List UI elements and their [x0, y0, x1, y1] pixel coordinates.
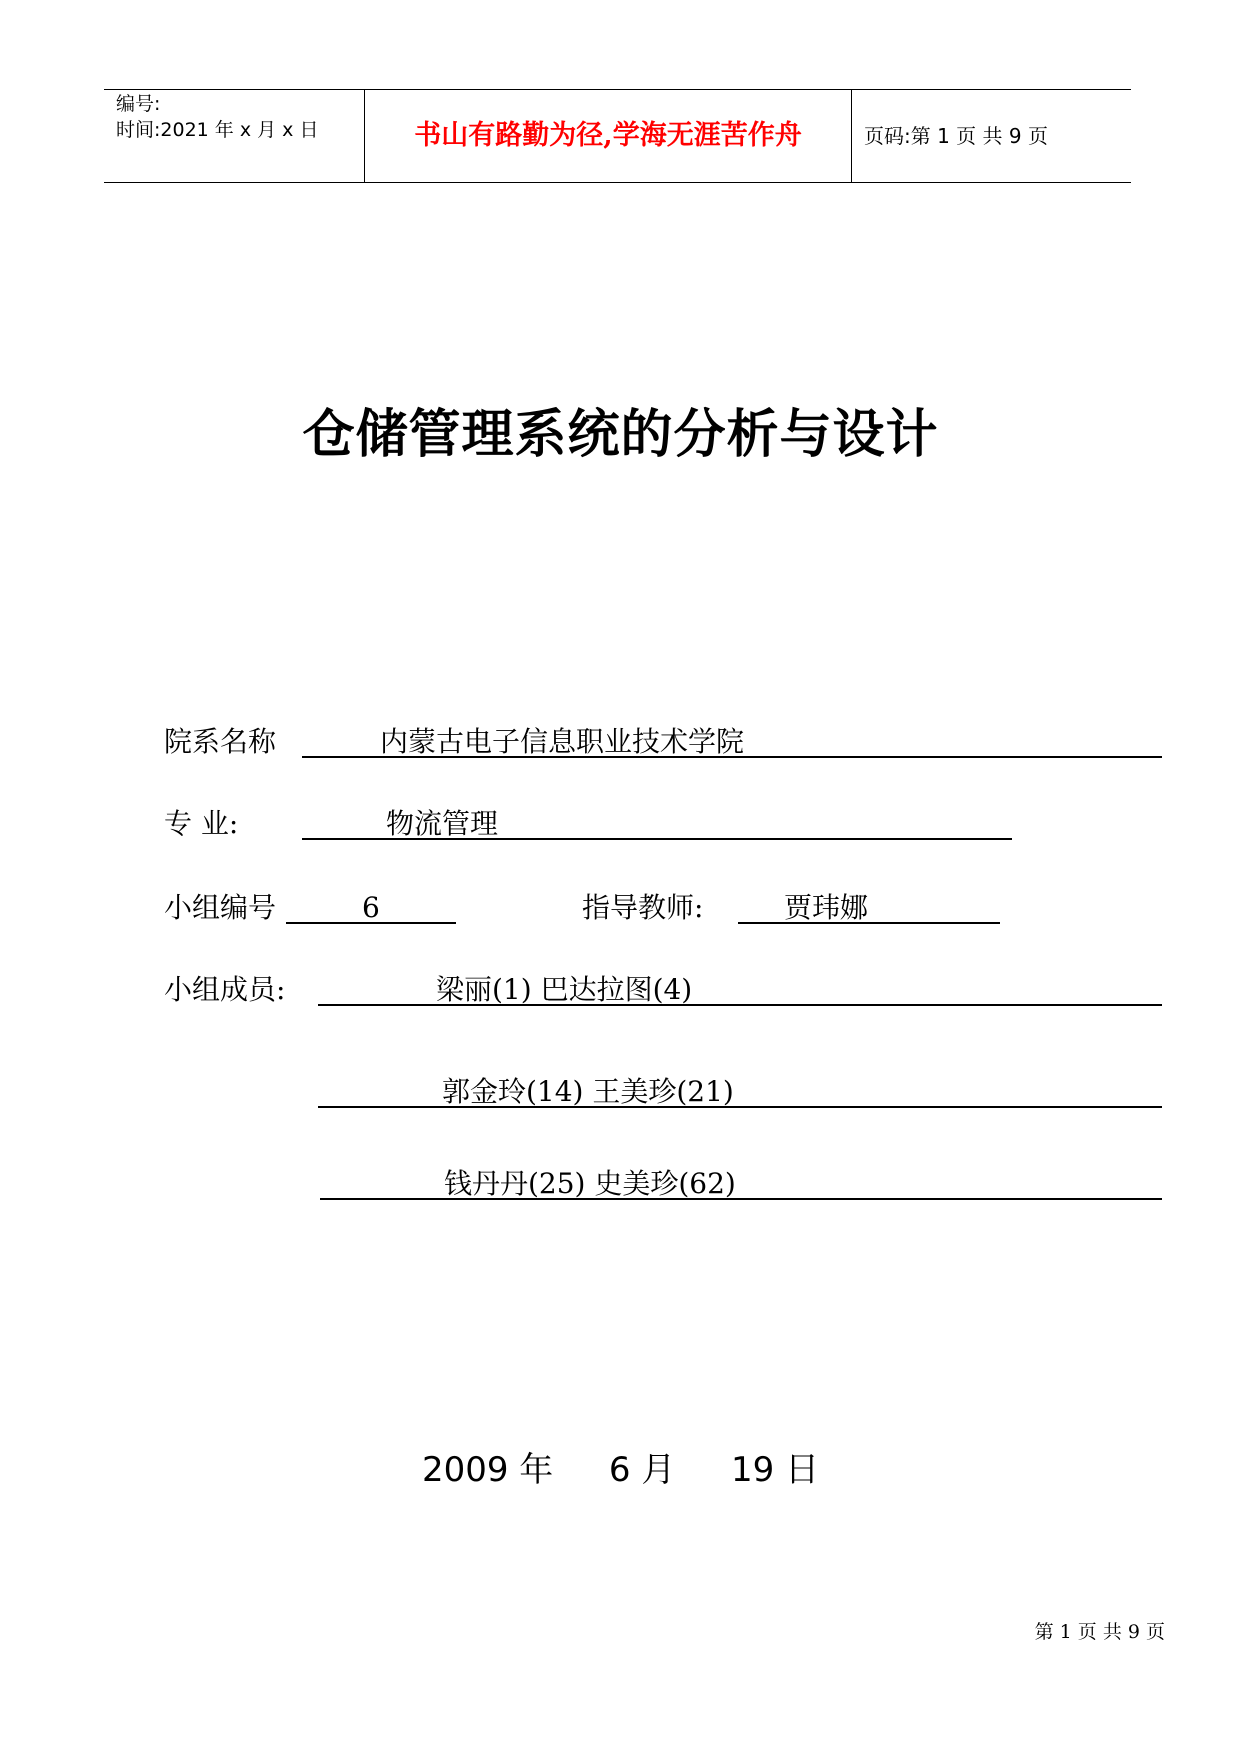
members-label: 小组成员: — [164, 973, 286, 1006]
group-number-label: 小组编号 — [164, 891, 277, 924]
date-day: 19 — [730, 1450, 775, 1490]
footer-page-number: 第 1 页 共 9 页 — [1034, 1621, 1165, 1643]
group-number-value: 6 — [362, 891, 380, 924]
header-left-cell — [104, 90, 365, 182]
advisor-underline — [738, 922, 1000, 924]
document-time: 时间:2021 年 x 月 x 日 — [116, 119, 319, 141]
advisor-label: 指导教师: — [582, 891, 704, 924]
date-month-unit: 月 — [641, 1450, 676, 1490]
advisor-value: 贾玮娜 — [784, 891, 869, 924]
members-line-2: 郭金玲(14) 王美珍(21) — [442, 1075, 734, 1108]
page-header — [104, 89, 1131, 183]
document-title: 仓储管理系统的分析与设计 — [302, 404, 939, 465]
document-date — [0, 1448, 1241, 1492]
date-year: 2009 — [421, 1450, 509, 1490]
department-label: 院系名称 — [164, 725, 277, 758]
motto-text: 书山有路勤为径,学海无涯苦作舟 — [414, 120, 802, 151]
date-year-unit: 年 — [519, 1450, 554, 1490]
members-line-1: 梁丽(1) 巴达拉图(4) — [436, 973, 693, 1006]
major-value: 物流管理 — [386, 807, 499, 840]
date-month: 6 — [608, 1450, 631, 1490]
header-page-cell — [852, 90, 1131, 182]
members-line-3: 钱丹丹(25) 史美珍(62) — [444, 1167, 736, 1200]
header-motto-cell — [365, 90, 852, 182]
major-label: 专 业: — [164, 807, 239, 840]
header-page-code: 页码:第 1 页 共 9 页 — [864, 124, 1048, 148]
department-value: 内蒙古电子信息职业技术学院 — [380, 725, 745, 758]
document-number-label: 编号: — [116, 93, 161, 115]
date-day-unit: 日 — [785, 1450, 820, 1490]
